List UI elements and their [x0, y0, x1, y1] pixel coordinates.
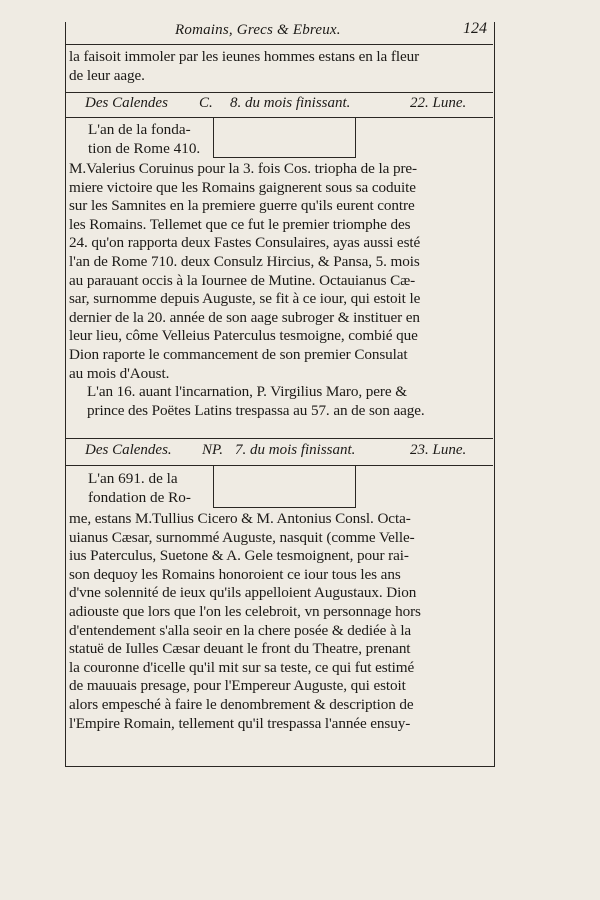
year-table-cell — [88, 470, 214, 507]
text-line: alors empesché à faire le denombrement & description de — [69, 695, 414, 713]
page-number: 124 — [463, 20, 487, 37]
text-line: adiouste que lors que l'on les celebroit, vn personnage hors — [69, 602, 421, 620]
calendar-rule-bottom — [65, 465, 493, 466]
running-head: Romains, Grecs & Ebreux. — [175, 22, 341, 38]
text-line: au mois d'Aoust. — [69, 364, 170, 382]
text-line: au parauant occis à la Iournee de Mutine. Octauianus Cæ- — [69, 271, 416, 289]
text-line: l'an de Rome 710. deux Consulz Hircius, & Pansa, 5. mois — [69, 252, 420, 270]
text-line: la faisoit immoler par les ieunes hommes estans en la fleur — [69, 48, 420, 65]
text-line: uianus Cæsar, surnommé Auguste, nasquit (comme Velle- — [69, 528, 415, 546]
text-line: de leur aage. — [69, 66, 145, 84]
text-line: d'vne solennité de ieux qu'ils appelloient Augustaux. Dion — [69, 584, 417, 602]
text-line: 24. qu'on rapporta deux Fastes Consulaires, ayas aussi esté — [69, 234, 421, 252]
calendar-row-2 — [85, 442, 490, 462]
paragraph — [69, 160, 494, 420]
calendar-label: Des Calendes. — [85, 442, 172, 458]
text-line: prince des Poëtes Latins trespassa au 57. an de son aage. — [87, 401, 425, 419]
text-line: sar, surnomme depuis Auguste, se fit à ce iour, qui estoit le — [69, 290, 421, 308]
calendar-day: 8. du mois finissant. — [230, 95, 351, 111]
text-line: fondation de Ro- — [88, 488, 191, 506]
table-rule — [213, 157, 355, 158]
text-line: L'an 16. auant l'incarnation, P. Virgilius Maro, pere & — [87, 383, 407, 401]
text-line: L'an de la fonda- — [88, 121, 191, 138]
text-line: statuë de Iulles Cæsar deuant le front du Theatre, prenant — [69, 640, 411, 658]
year-table-cell — [88, 121, 218, 158]
text-line: les Romains. Tellemet que ce fut le premier triomphe des — [69, 215, 411, 233]
text-line: la couronne d'icelle qu'il mit sur sa teste, ce qui fut estimé — [69, 658, 415, 676]
calendar-row-1 — [85, 95, 490, 115]
paragraph — [69, 510, 494, 733]
text-line: me, estans M.Tullius Cicero & M. Antonius Consl. Octa- — [69, 510, 411, 527]
header-rule — [65, 44, 493, 45]
calendar-moon: 23. Lune. — [410, 442, 467, 458]
calendar-rule-top — [65, 92, 493, 93]
table-divider — [213, 118, 214, 158]
text-line: Dion raporte le commancement de son premier Consulat — [69, 345, 408, 363]
text-line: de mauuais presage, pour l'Empereur Auguste, qui estoit — [69, 677, 406, 695]
text-line: son dequoy les Romains honoroient ce iour tous les ans — [69, 565, 401, 583]
text-line: ius Paterculus, Suetone & A. Gele tesmoignent, pour rai- — [69, 547, 409, 565]
table-divider — [355, 466, 356, 508]
frame-bottom-rule — [65, 766, 495, 767]
calendar-letter: NP. — [202, 442, 223, 458]
table-divider — [355, 118, 356, 158]
calendar-moon: 22. Lune. — [410, 95, 467, 111]
continuation-text — [69, 48, 494, 85]
text-line: tion de Rome 410. — [88, 139, 201, 157]
text-line: sur les Samnites en la premiere guerre qu'ils eurent contre — [69, 197, 415, 215]
calendar-letter: C. — [199, 95, 213, 111]
table-rule — [213, 507, 355, 508]
text-line: l'Empire Romain, tellement qu'il trespassa l'année ensuy- — [69, 714, 411, 732]
text-line: miere victoire que les Romains gaignerent sous sa coduite — [69, 178, 416, 196]
text-line: M.Valerius Coruinus pour la 3. fois Cos. triopha de la pre- — [69, 160, 417, 177]
text-line: L'an 691. de la — [88, 470, 178, 487]
text-line: dernier de la 20. année de son aage subroger & instituer en — [69, 308, 420, 326]
calendar-label: Des Calendes — [85, 95, 168, 111]
calendar-rule-bottom — [65, 117, 493, 118]
text-line: d'entendement s'alla seoir en la chere posée & dediée à la — [69, 621, 412, 639]
text-line: leur lieu, côme Velleius Paterculus tesmoigne, combié que — [69, 327, 418, 345]
calendar-rule-top — [65, 438, 493, 439]
calendar-day: 7. du mois finissant. — [235, 442, 356, 458]
table-divider — [213, 466, 214, 508]
